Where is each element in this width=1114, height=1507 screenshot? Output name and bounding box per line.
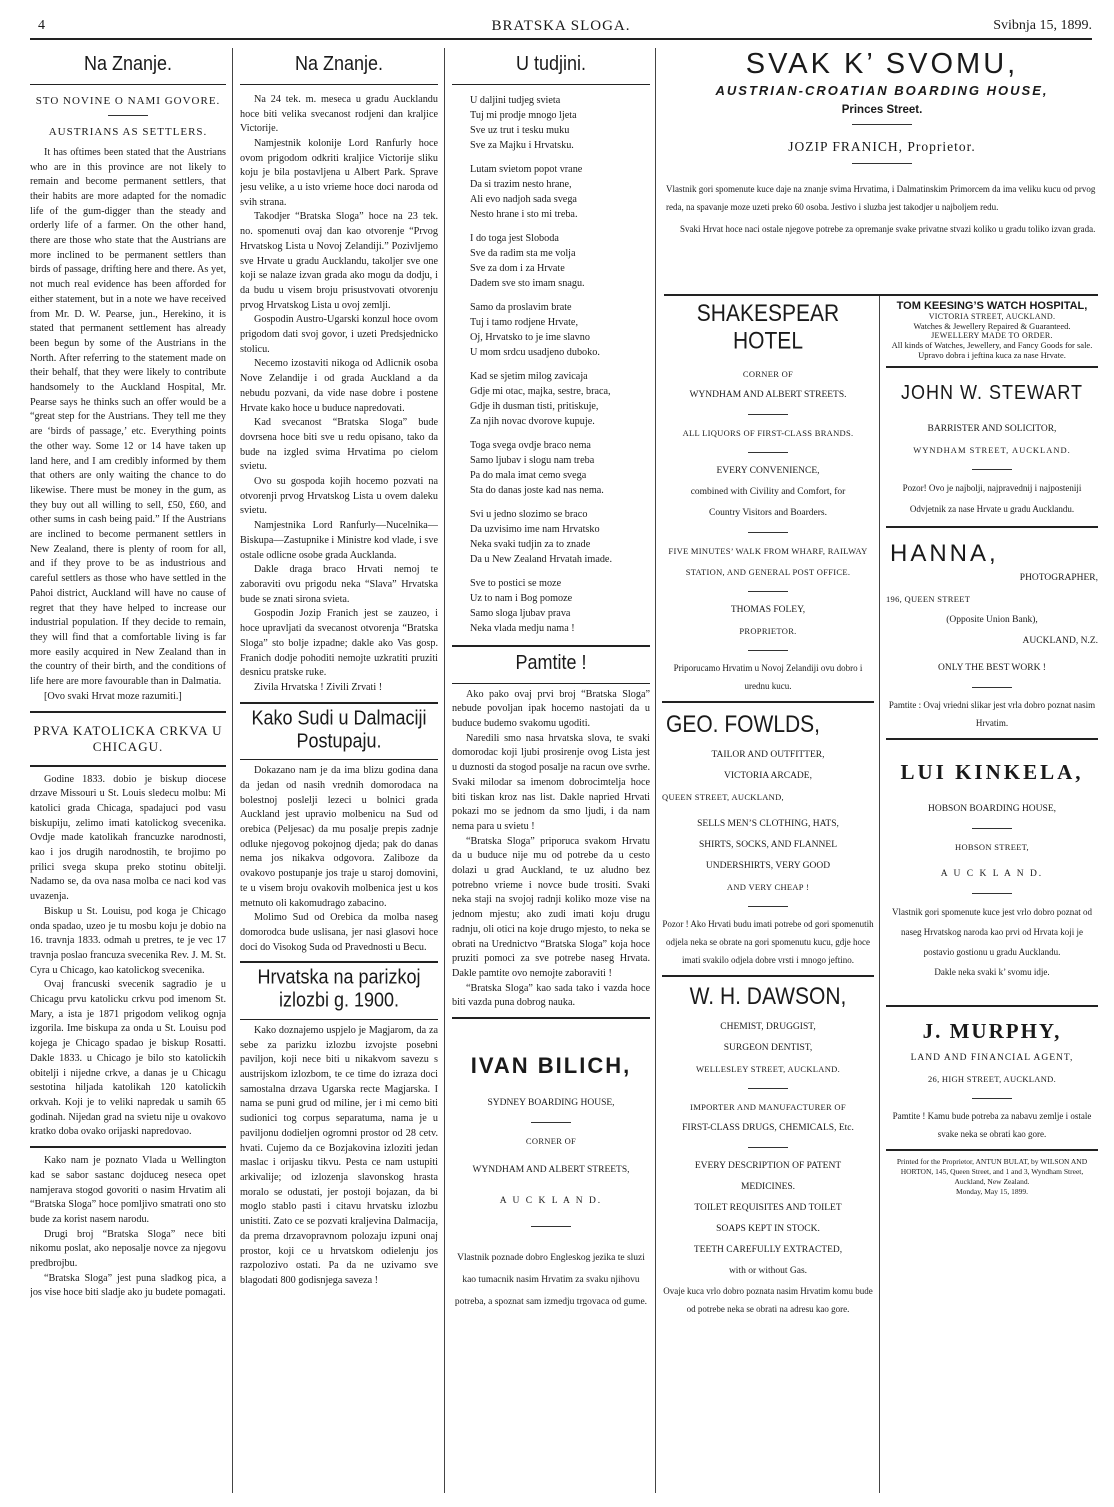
poem-line: Da si trazim nesto hrane, (470, 178, 572, 190)
ad-title: SVAK K’ SVOMU, (745, 48, 1019, 80)
poem-line: Sta do danas joste kad nas nema. (470, 484, 604, 496)
poem-line: Sve uz trut i tesku muku (470, 124, 570, 136)
poem-line: U daljini tudjeg svieta (470, 94, 561, 106)
poem-heading: U tudjini. (515, 51, 587, 75)
column-divider (879, 296, 880, 1493)
poem-stanza (470, 231, 650, 291)
svak-ad: SVAK K’ SVOMU, AUSTRIAN-CROATIAN BOARDING HOUSE, Princes Street. JOZIP FRANICH, Proprietor. Vlastnik gori spomenute kuce daje na znanje svima Hrvatima, i Dalmatinskim Primorcem da ima veliku kucu od prvog reda, na spavanje moze uzeti preko 60 osoba. Jestivo i sluzba jest takodjer u najboljem redu. Svaki Hrvat hoce naci ostale njegove potrebe za opremanje svake privatne stvazi koliko u gradu toliko izvan grada. (666, 48, 1098, 298)
poem-line: Neka vlada medju nama ! (470, 622, 575, 634)
article-body: Na 24 tek. m. meseca u gradu Aucklandu hoce biti velika svecanost rodjeni dan kraljice Victorije. Namjestnik kolonije Lord Ranfurly hoce ovom prigodom odkriti kraljice Victorije sliku koju je bila postavljena u Albert Park. Sprave jesu velike, a u isto vrieme hoce doci naroda od svih strana. Takodjer “Bratska Sloga” hoce na 23 tek. no. spomenuti ovaj dan kao otvorenje “Prvog Hrvatskog Lista u Novoj Zelandiji.” Pozivljemo sve Hrvate u gradu Aucklandu, takoljer sve one koji se nalaze izvan grada ako mogu da dodju, i da budu u visem broju prisustvovati otvorenju prvog Hrvatskog Lista u ovoj zemlji. Gospodin Austro-Ugarski konzul hoce ovom prigodom dati svoj govor, i uzeti Predsjednicko stolicu. Necemo izostaviti nikoga od Adlicnik osoba Nove Zelandije i od grada Auckland a da nebudu pozvani, da vide nase dobre i postene Hrvate kako hoce u buduce napredovati. Kad svecanost “Bratska Sloga” bude dovrsena hoce biti sve u redu opisano, tako da bude na izgled svima Hrvatima po cielom svietu. Ovo su gospoda kojih hocemo pozvati na otvorenji prvog Hrvatskog Lista u ovem daleku svietu. Namjestnika Lord Ranfurly—Nucelnika—Biskupa—Zastupnike i Ministre kod vlade, i sve ostale odlicne osobe grada Aucklanda. Dakle draga braco Hrvati nemoj te zaboraviti ovu prigodu neka “Slava” Hrvatska bude se znati sirona svieta. Gospodin Jozip Franich jest se zauzeo, i hoce upravljati da svecanost otvorenja “Bratska Sloga” sto bolje izpadne; dakle ako Vas gosp. Franich dodje pohoditi nemojte uzkratiti pruziti desnicu pratske ruke. Zivila Hrvatska ! Zivili Zrvati ! (240, 93, 438, 693)
article-body: Ako pako ovaj prvi broj “Bratska Sloga” nebude povoljan ipak hocemo nastojati da u buduce budemo svakomu ugoditi. Naredili smo nasa hrvatska slova, te svaki domorodac koji ljubi prosirenje ovog Lista jest u duznosti da stogod posalje na racun ove svrhe. Svaki milodar sa imenom dobrocimtelja hoce biti tiskan kroz nas list. Dakle napried Hrvati pokazi mo se jednom da smo ljudi, i da nam nema para u svietu ! “Bratska Sloga” priporuca svakom Hrvatu da u buduce nije mu od potrebe da u cesto dolazi u grad Auckland, te uz aludno bez potrebno vrieme i novce bude trositi. Svaki neka staji na svojoj radnji koliko moze vise na jednom mjestu; ako zudi imati koju drugu radnju, oli otici na koje drugo mjesto, to neka se obrati na Urednictvo “Bratska Sloga” koja hoce pruziti pomoci za sve potrebe naseg Hrvata. Dakle pamtite ovo nemojte zaboraviti ! “Bratska Sloga” kao sada tako i vazda hoce biti vazda puna dobrog nauka. (452, 688, 650, 1009)
poem-line: Sve za Majku i Hrvatsku. (470, 139, 574, 151)
column-3: U tudjini. U daljini tudjeg svieta Tuj mi prodje mnogo ljeta Sve uz trut i tesku muku Sve za Majku i Hrvatsku. Lutam svietom popot vrane Da si trazim nesto hrane, Ali evo nadjoh sada svega Nesto hrane i sto mi treba. I do toga jest Sloboda Sve da radim sta me volja Sve za dom i za Hrvate Dadem sve sto imam snagu. Samo da proslavim brate Tuj i tamo rodjene Hrvate, Oj, Hrvatsko to je ime slavno U mom srdcu usadjeno duboko. Kad se sjetim milog zavicaja Gdje mi otac, majka, sestre, braca, Gdje ih dusman tisti, pritiskuje, Za njih novac dvorove kupuje. Toga svega ovdje braco nema Samo ljubav i slogu nam treba Pa do mala imat cemo svega Sta do danas joste kad nas nema. Svi u jedno slozimo se braco Da uzvisimo ime nam Hrvatsko Neka svaki tudjin za to znade Da u New Zealand Hrvatah imade. Sve to postici se moze Uz to nam i Bog pomoze Samo sloga ljubav prava Neka vlada medju nama ! Pamtite ! Ako pako ovaj prvi broj “Bratska Sloga” nebude povoljan ipak hocemo nastojati da u buduce budemo svakomu ugoditi. Naredili smo nasa hrvatska slova, te svaki domorodac koji ljubi prosirenje ovog Lista jest u duznosti da stogod posalje na racun ove svrhe. Svaki milodar sa imenom dobrocimtelja hoce biti tiskan kroz nas list. Dakle napried Hrvati pokazi mo se jednom da smo ljudi, i da nam nema para u svietu ! “Bratska Sloga” priporuca svakom Hrvatu da u buduce nije mu od potrebe da u cesto dolazi u grad Auckland, te uz aludno bez potrebno vrieme i novce bude trositi. Svaki neka staji na svojoj radnji koliko moze vise na jednom mjestu; ako zudi imati koju drugu radnju, oli otici na koje drugo mjesto, to neka se obrati na Urednictvo “Bratska Sloga” koja hoce pruziti pomoci za sve potrebe naseg Hrvata. Dakle pamtite ovo nemojte zaboraviti ! “Bratska Sloga” kao sada tako i vazda hoce biti vazda puna dobrog nauka. IVAN BILICH, SYDNEY BOARDING HOUSE, CORNER OF WYNDHAM AND ALBERT STREETS, A U C K L A N D. Vlastnik poznade dobro Engleskog jezika te sluzi kao tumacnik nasim Hrvatim za svaku njihovu potreba, a spoznat sam izmedju trgovaca od gume. (452, 51, 650, 1308)
article-body: Kako nam je poznato Vlada u Wellington kad se sabor sastanc dojduceg neseca opet namjerava stogod govoriti o nasim Hrvatim ali “Bratska Sloga” hoce pomljivo smatrati ono sto bude za korist nasem narodu. Drugi broj “Bratska Sloga” nece biti nikomu poslat, ako neposalje novce za njegovu predbrojbu. “Bratska Sloga” jest puna sladkog pica, a jos vise hoce biti sladje ako ju budete pomagati. (30, 1155, 226, 1299)
poem-line: I do toga jest Sloboda (470, 232, 559, 244)
article-heading: PRVA KATOLICKA CRKVA U CHICAGU. (33, 722, 223, 754)
advertiser-name: IVAN BILICH, (470, 1053, 632, 1079)
article-body: It has oftimes been stated that the Austrians who are in this province are not likely to remain and become permanent settlers, that their habits are more adapted for the nomadic life of the gum-digger than the steady and orderly life of a farmer. On the other hand, there are those who state that the Austrians are more inclined to be permanent settlers than birds of passage, drifting here and there. As yet, not much real evidence has been afforded for either statement, but in a note we have received from Mr. D. W. Pearse, jun., Herekino, it is stated that permanent settlement has already been begun by some of the Austrians in the North. After referring to the statement made on their behalf, that they were likely to contribute handsomely to the Auckland Hospital, Mr. Pearse says he thinks such an offer would be a “great step for the Austrians. They tell me they are ‘birds of passage,’ etc. Everything points the other way. Some 12 or 14 have taken up land here, and I am credibly informed by them that others are only waiting the chance to do likewise. There must be money in the gum, as they buy out all willing to sell, £50, £60, and other sums in cash being paid.” If the Austrians are inclined to become permanent settlers in New Zealand, there is plenty of room for all, and if they prove to be as industrious and careful settlers as those who have settled in the Pahoi district, Auckland will have no cause of regret that they have helped to increase our industrial population. If they decide to remain, they will find that a comfortable living is far more easily acquired in New Zealand than in the country of their birth, and the conditions of life here are more favourable than in Dalmatia. [Ovo svaki Hrvat moze razumiti.] (30, 146, 226, 702)
article-heading: Na Znanje. (294, 51, 384, 75)
article-heading: Pamtite ! (515, 650, 587, 674)
poem-line: Za njih novac dvorove kupuje. (470, 415, 595, 427)
poem-line: Sve to postici se moze (470, 577, 562, 589)
masthead (30, 18, 1092, 40)
poem-line: Da u New Zealand Hrvatah imade. (470, 553, 612, 565)
poem-stanza (470, 576, 650, 636)
poem-line: Ali evo nadjoh sada svega (470, 193, 577, 205)
poem-line: Gdje ih dusman tisti, pritiskuje, (470, 400, 599, 412)
poem-line: Sve da radim sta me volja (470, 247, 576, 259)
poem-line: Svi u jedno slozimo se braco (470, 508, 588, 520)
imprint-date: Monday, May 15, 1899. (955, 1187, 1028, 1196)
poem-stanza (470, 162, 650, 222)
poem-line: Samo ljubav i slogu nam treba (470, 454, 595, 466)
poem-line: U mom srdcu usadjeno duboko. (470, 346, 600, 358)
poem-stanza (470, 93, 650, 153)
column-divider (444, 48, 445, 1493)
ad-title: W. H. DAWSON, (689, 983, 847, 1010)
poem-line: Nesto hrane i sto mi treba. (470, 208, 578, 220)
article-subheading: AUSTRIANS AS SETTLERS. (48, 125, 208, 138)
article-body: Dokazano nam je da ima blizu godina dana da jedan od nasih vrednih domorodaca na bolestnoj poslelji lezeci u bolnici grada Auckland jest upravio molbenicu na Sud od orebica (Peljesac) da mu posalje prepis zadnje odluke njegovog pokojnog djeda; pak do danas nema jos nikakva odgovora. Zaliboze da ovakovo postupanje jos traje u staroj domovini, te u visem broju ovakovih molbenica jest u kos metnuto oli kakomudrago zabacino. Molimo Sud od Orebica da molba naseg domorodca bude uslisana, jer nasi glasovi hoce doci do Visokog Suda od Pravednosti u Becu. (240, 765, 438, 953)
poem-line: Samo da proslavim brate (470, 301, 572, 313)
column-4: SHAKESPEAR HOTEL CORNER OF WYNDHAM AND ALBERT STREETS. ALL LIQUORS OF FIRST-CLASS BRANDS. EVERY CONVENIENCE, combined with Civility and Comfort, for Country Visitors and Boarders. FIVE MINUTES’ WALK FROM WHARF, RAILWAY STATION, AND GENERAL POST OFFICE. THOMAS FOLEY, PROPRIETOR. Priporucamo Hrvatim u Novoj Zelandiji ovu dobro i urednu kucu. GEO. FOWLDS, TAILOR AND OUTFITTER, VICTORIA ARCADE, QUEEN STREET, AUCKLAND, SELLS MEN’S CLOTHING, HATS, SHIRTS, SOCKS, AND FLANNEL UNDERSHIRTS, VERY GOOD AND VERY CHEAP ! Pozor ! Ako Hrvati budu imati potrebe od gori spomenutih odjela neka se obrate na gori spomenutu kucu, gdje hoce imati svakilo odjela dobre vrsti i mnogo jeftino. W. H. DAWSON, CHEMIST, DRUGGIST, SURGEON DENTIST, WELLESLEY STREET, AUCKLAND. IMPORTER AND MANUFACTURER OF FIRST-CLASS DRUGS, CHEMICALS, Etc. EVERY DESCRIPTION OF PATENT MEDICINES. TOILET REQUISITES AND TOILET SOAPS KEPT IN STOCK. TEETH CAREFULLY EXTRACTED, with or without Gas. Ovaje kuca vrlo dobro poznata nasim Hrvatim komu bude od potrebe neka se obrati na adresu kao gore. (662, 300, 874, 1314)
poem-line: Samo sloga ljubav prava (470, 607, 571, 619)
ad-title: LUI KINKELA, (900, 760, 1084, 784)
poem-line: Tuj i tamo rodjene Hrvate, (470, 316, 578, 328)
poem-line: Tuj mi prodje mnogo ljeta (470, 109, 577, 121)
poem-line: Lutam svietom popot vrane (470, 163, 583, 175)
poem-stanza (470, 507, 650, 567)
newspaper-title: BRATSKA SLOGA. (491, 18, 631, 34)
imprint: Printed for the Proprietor, ANTUN BULAT, by WILSON AND HORTON, 145, Queen Street, and 1 and 3, Wyndham Street, Auckland, New Zealand. (896, 1157, 1088, 1186)
ad-title: GEO. FOWLDS, (666, 711, 821, 738)
poem-line: Da uzvisimo ime nam Hrvatsko (470, 523, 600, 535)
article-body: Kako doznajemo uspjelo je Magjarom, da za sebe za parizku izlozbu izvojste posebni paviljon, koji nece biti u nikakvom savezu s austrijskom izlozbom, te ce time do izraza doci samostalna drzava Ugarska recte Magjarska. I nama se puni grud od miline, jer i mi cemo biti sudionici tog corpus separatuma, nama je u paviljonu dodieljen ogromni prostor od 28 cetv. hvati. Cujemo da ce Bozjakovina izloziti jedan maslac i orijasku tikvu. Pesta ce nam ustupiti arkivalije; od izlozenja slavonskog hrasta moralo se odustati, jer postoji bojazan, da bi moglo stablo pasti i citavu hrvatsku izlozbu unistiti. Zato ce se pozvati kraljevina Dalmacija, da prema drzavopravnom polozaju izpuni onaj prostor, koji ce u hrvatskom odielenju jos razpolozivo ostati. Pa da ne uzivamo sve blagodati 800 godisnjega saveza ! (240, 1024, 438, 1286)
ad-title: J. MURPHY, (922, 1019, 1062, 1043)
ad-title: HANNA, (890, 540, 999, 567)
poem-line: Oj, Hrvatsko to je ime slavno (470, 331, 590, 343)
poem-line: Gdje mi otac, majka, sestre, braca, (470, 385, 611, 397)
poem-stanza (470, 438, 650, 498)
column-2 (240, 48, 438, 1488)
article-subheading: STO NOVINE O NAMI GOVORE. (35, 94, 221, 107)
article-heading: Na Znanje. (83, 51, 173, 75)
issue-date: Svibnja 15, 1899. (993, 18, 1092, 33)
article-heading: Kako Sudi u Dalmaciji Postupaju. (251, 705, 427, 752)
ad-title: JOHN W. STEWART (900, 380, 1083, 404)
ad-title: TOM KEESING’S WATCH HOSPITAL, (896, 300, 1088, 312)
column-divider (232, 48, 233, 1493)
poem-line: Dadem sve sto imam snagu. (470, 277, 585, 289)
page-number: 4 (38, 18, 45, 33)
column-divider (655, 48, 656, 1493)
poem (452, 93, 650, 636)
poem-line: Neka svaki tudjin za to znade (470, 538, 591, 550)
poem-stanza (470, 369, 650, 429)
poem-line: Sve za dom i za Hrvate (470, 262, 565, 274)
poem-line: Toga svega ovdje braco nema (470, 439, 591, 451)
poem-stanza (470, 300, 650, 360)
column-5: TOM KEESING’S WATCH HOSPITAL, VICTORIA STREET, AUCKLAND. Watches & Jewellery Repaired & Guaranteed. JEWELLERY MADE TO ORDER. All kinds of Watches, Jewellery, and Fancy Goods for sale. Upravo dobra i jeftina kuca za nase Hrvate. JOHN W. STEWART BARRISTER AND SOLICITOR, WYNDHAM STREET, AUCKLAND. Pozor! Ovo je najbolji, najpravednij i najposteniji Odvjetnik za nase Hrvate u gradu Aucklandu. HANNA, PHOTOGRAPHER, 196, QUEEN STREET (Opposite Union Bank), AUCKLAND, N.Z. ONLY THE BEST WORK ! Pamtite : Ovaj vriedni slikar jest vrla dobro poznat nasim Hrvatim. LUI KINKELA, HOBSON BOARDING HOUSE, HOBSON STREET, A U C K L A N D. Vlastnik gori spomenute kuce jest vrlo dobro poznat od naseg Hrvatskog naroda kao prvi od Hrvata koji je postavio gostionu u gradu Aucklandu. Dakle neka svaki k’ svomu idje. J. MURPHY, LAND AND FINANCIAL AGENT, 26, HIGH STREET, AUCKLAND. Pamtite ! Kamu bude potreba za nabavu zemlje i ostale svake neka se obrati kao gore. Printed for the Proprietor, ANTUN BULAT, by WILSON AND HORTON, 145, Queen Street, and 1 and 3, Wyndham Street, Auckland, New Zealand. Monday, May 15, 1899. (886, 300, 1098, 1196)
poem-line: Uz to nam i Bog pomoze (470, 592, 573, 604)
article-heading: Hrvatska na parizkoj izlozbi g. 1900. (257, 965, 421, 1012)
poem-line: Pa do mala imat cemo svega (470, 469, 587, 481)
ad-title: SHAKESPEAR HOTEL (696, 300, 840, 355)
poem-line: Kad se sjetim milog zavicaja (470, 370, 588, 382)
article-body: Godine 1833. dobio je biskup diocese drzave Missouri u St. Louis sledecu molbu: Mi katolici grada Chicaga, spadajuci pod vasu biskupiju, zelimo imati katolickog svecenika. Ovdje made katolikah francuzke narodnosti, kao i jos drugih narodnostih, te brojimo po prilici svega skupa preko stotinu obitelji. Nadamo se, da ova nasa molba ce naci kod vas uvazenja. Biskup u St. Louisu, pod koga je Chicago onda spadao, uzeo je tu mosbu koju je dobio na 16. travnja 1833. odmah u pretres, te je vec 17 travnja poslao francuza svecenika Rev. J. M. St. Cyra u Chicago, kao katolickog svecenika. Ovaj francuski svecenik sagradio je u Chicagu prvu katolicku crkvu pod imenom St. Mary, a ista je 1871 prigodom velikog ognja izgorila. Ime biskupa za onda u St. Louisu pod kojega je Chicago spadao je biskup Rosatti. Dakle 1833. u Chicago je bilo sto katolickih obitelji i nijedne crkve, a danas je u Chicagu sestotina hiljada katolikah 120 katolickih orkvah. Koji je to veliki napredak u samih 65 godinah. Nijedan grad na svietu nije u ovakovo kratko doba ovako orijaski napredovao. (30, 773, 226, 1138)
column-1 (30, 48, 226, 1488)
